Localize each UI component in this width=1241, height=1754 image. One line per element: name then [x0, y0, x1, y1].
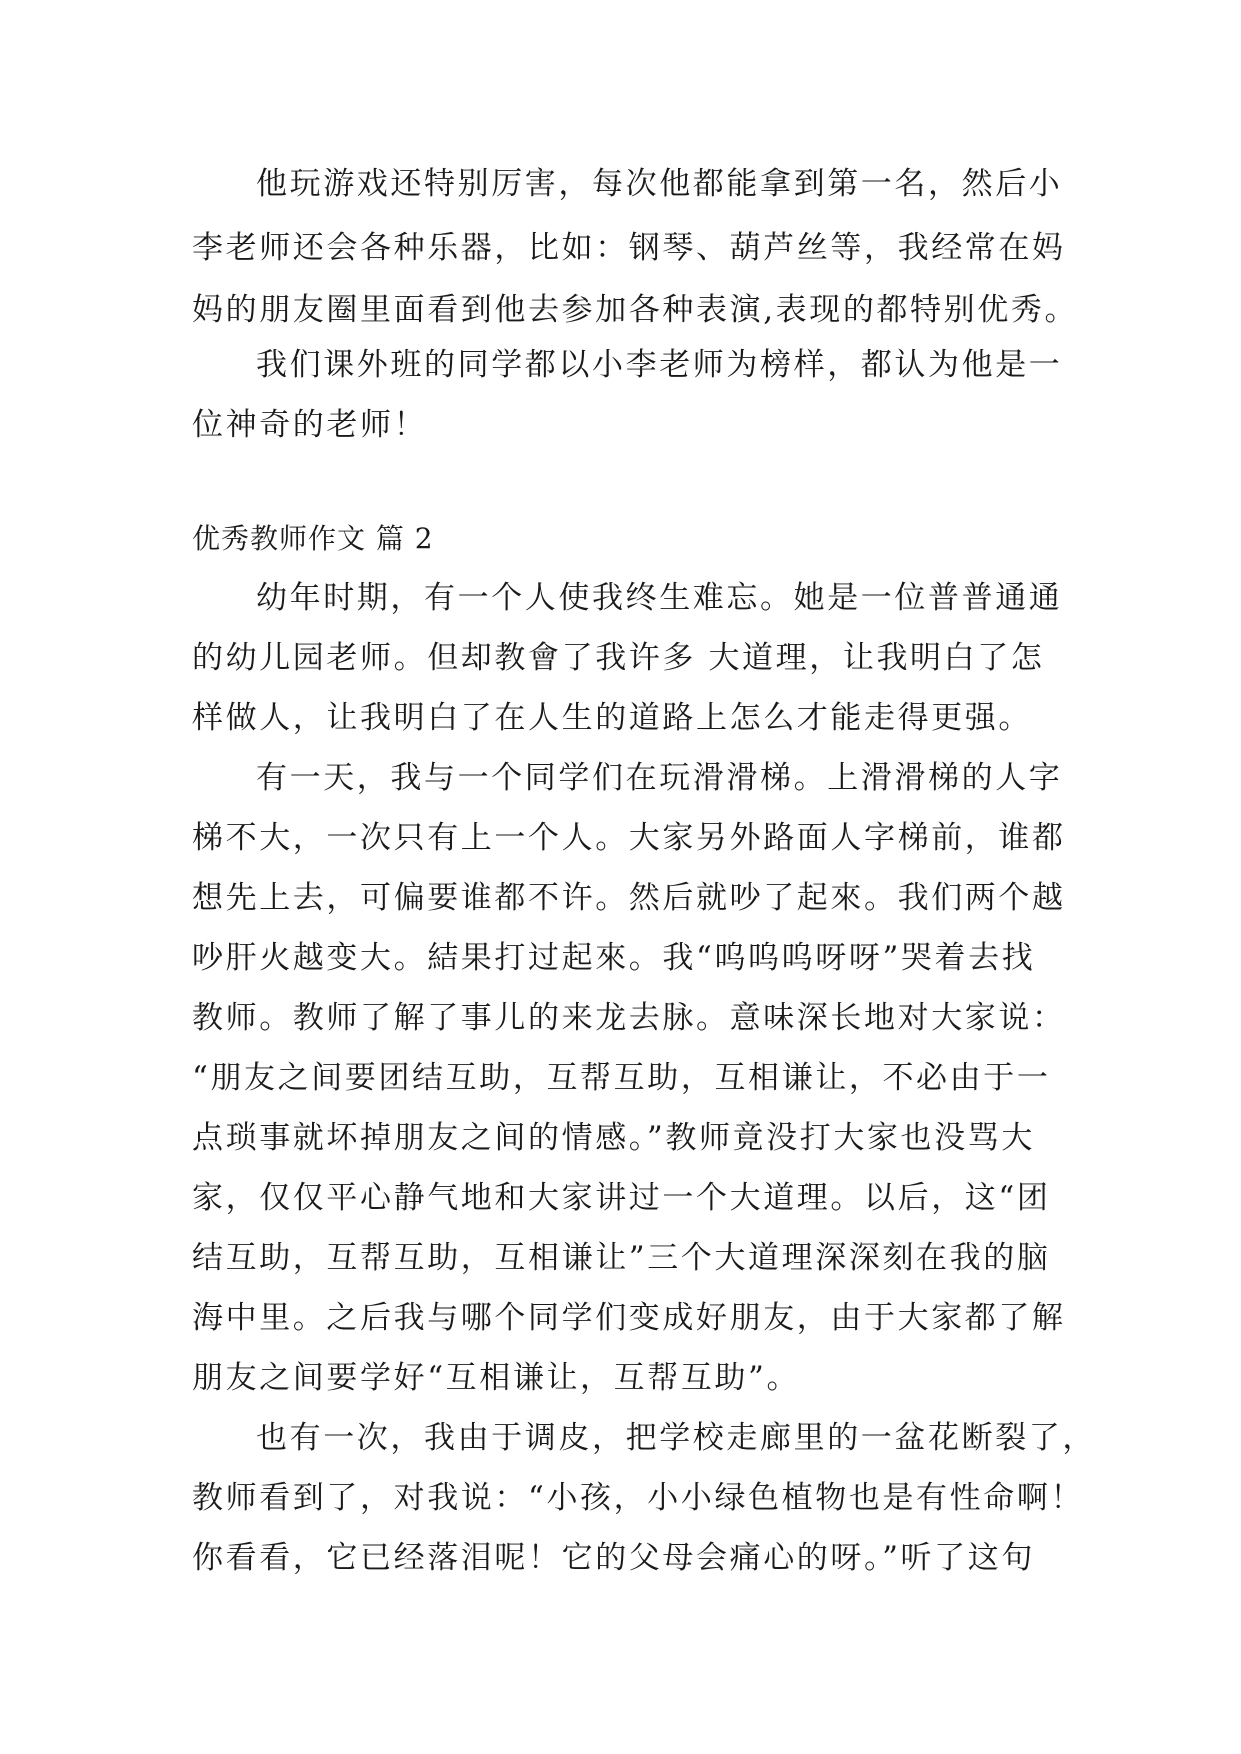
paragraph-line: “朋友之间要团结互助，互帮互助，互相谦让，不必由于一	[192, 1060, 1051, 1096]
paragraph-line: 家，仅仅平心静气地和大家讲过一个大道理。以后，这“团	[192, 1180, 1051, 1216]
paragraph-line: 你看看，它已经落泪呢！它的父母会痛心的呀。”听了这句	[192, 1540, 1035, 1576]
paragraph-line: 点琐事就坏掉朋友之间的情感。”教师竟没打大家也没骂大	[192, 1120, 1035, 1156]
paragraph-line: 幼年时期，有一个人使我终生难忘。她是一位普普通通	[256, 580, 1063, 616]
paragraph-line: 我们课外班的同学都以小李老师为榜样，都认为他是一	[256, 347, 1063, 383]
section-title: 优秀教师作文 篇 2	[192, 522, 434, 555]
paragraph-line: 结互助，互帮互助，互相谦让”三个大道理深深刻在我的脑	[192, 1240, 1051, 1276]
paragraph-line: 海中里。之后我与哪个同学们变成好朋友，由于大家都了解	[192, 1300, 1066, 1336]
paragraph-line: 也有一次，我由于调皮，把学校走廊里的一盆花断裂了，	[256, 1420, 1096, 1456]
paragraph-line: 有一天，我与一个同学们在玩滑滑梯。上滑滑梯的人字	[256, 760, 1063, 796]
paragraph-line: 样做人，让我明白了在人生的道路上怎么才能走得更强。	[192, 700, 1032, 736]
paragraph-line: 教师看到了，对我说：“小孩，小小绿色植物也是有性命啊！	[192, 1480, 1085, 1516]
paragraph-line: 朋友之间要学好“互相谦让，互帮互助”。	[192, 1360, 801, 1396]
paragraph-line: 妈的朋友圈里面看到他去参加各种表演,表现的都特别优秀。	[192, 292, 1079, 328]
paragraph-line: 位神奇的老师！	[192, 407, 428, 443]
paragraph-line: 李老师还会各种乐器，比如：钢琴、葫芦丝等，我经常在妈	[192, 230, 1066, 266]
paragraph-line: 想先上去，可偏要谁都不许。然后就吵了起來。我们两个越	[192, 880, 1066, 916]
paragraph-line: 教师。教师了解了事儿的来龙去脉。意味深长地对大家说：	[192, 1000, 1066, 1036]
paragraph-line: 的幼儿园老师。但却教會了我许多 大道理，让我明白了怎	[192, 640, 1045, 676]
paragraph-line: 梯不大，一次只有上一个人。大家另外路面人字梯前，谁都	[192, 820, 1066, 856]
paragraph-line: 吵肝火越变大。結果打过起來。我“呜呜呜呀呀”哭着去找	[192, 940, 1036, 976]
paragraph-line: 他玩游戏还特别厉害，每次他都能拿到第一名，然后小	[256, 166, 1063, 202]
